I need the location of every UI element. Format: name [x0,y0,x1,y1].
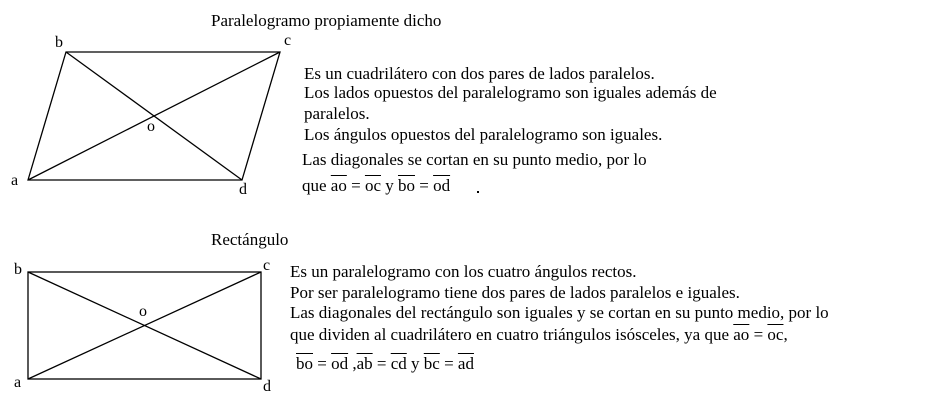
segment-oc: $\overline{oc}$ [767,325,784,344]
parallelogram-text-line-2: Los lados opuestos del paralelogramo son iguales además de [304,83,717,102]
rectangle-label-b: b [14,261,22,278]
rectangle-text-line-4 [290,325,788,345]
segment-od: $\overline{od}$ [331,354,349,373]
line4-end: , [783,325,788,344]
stray-dot [477,191,479,193]
line4-prefix: que dividen al cuadrilátero en cuatro triángulos isósceles [290,325,676,344]
rectangle-text-line-1: Es un paralelogramo con los cuatro ángulos rectos. [290,262,637,281]
segment-bo: $\overline{bo}$ [296,354,313,373]
parallelogram-label-b: b [55,34,63,51]
separator: , [348,354,357,373]
rectangle-text-line-5 [296,354,474,374]
segment-ab: $\overline{ab}$ [356,354,373,373]
equals-sign: = [372,354,391,373]
parallelogram-label-a: a [11,172,19,189]
segment-ao: $\overline{ao}$ [330,176,347,195]
rectangle-label-o: o [139,303,147,320]
parallelogram-label-o: o [147,118,155,135]
segment-cd: $\overline{cd}$ [390,354,407,373]
rectangle-figure [28,272,261,379]
equals-sign: = [749,325,768,344]
segment-bo: $\overline{bo}$ [397,176,415,195]
parallelogram-text-line-5: Las diagonales se cortan en su punto medio, por lo [302,150,647,169]
equals-sign: = [414,176,434,195]
parallelogram-text-line-4: Los ángulos opuestos del paralelogramo son iguales. [304,125,663,144]
parallelogram-title: Paralelogramo propiamente dicho [211,11,442,30]
segment-bc: $\overline{bc}$ [423,354,440,373]
parallelogram-text-line-1: Es un cuadrilátero con dos pares de lados paralelos. [304,64,655,83]
rectangle-label-a: a [14,374,22,391]
segment-ad: $\overline{ad}$ [457,354,474,373]
parallelogram-equation-line [302,176,450,196]
parallelogram-text-line-3: paralelos. [304,104,370,123]
rectangle-label-d: d [263,378,271,395]
segment-ao: $\overline{ao}$ [733,325,750,344]
parallelogram-label-d: d [239,181,247,198]
parallelogram-diagonal-bd [66,52,242,180]
segment-oc: $\overline{oc}$ [364,176,381,195]
equals-sign: = [346,176,365,195]
equation-prefix: que [302,176,331,195]
conjunction: y [406,354,424,373]
rectangle-text-line-3: Las diagonales del rectángulo son iguales y se cortan en su punto medio, por lo [290,303,829,322]
segment-od: $\overline{od}$ [433,176,451,195]
conjunction: y [380,176,398,195]
equals-sign: = [439,354,458,373]
rectangle-label-c: c [263,257,271,274]
rectangle-text-line-2: Por ser paralelogramo tiene dos pares de lados paralelos e iguales. [290,283,740,302]
line4-sep: , ya que [675,325,734,344]
parallelogram-figure [28,52,280,180]
rectangle-title: Rectángulo [211,230,289,249]
equals-sign: = [313,354,332,373]
parallelogram-label-c: c [284,32,292,49]
